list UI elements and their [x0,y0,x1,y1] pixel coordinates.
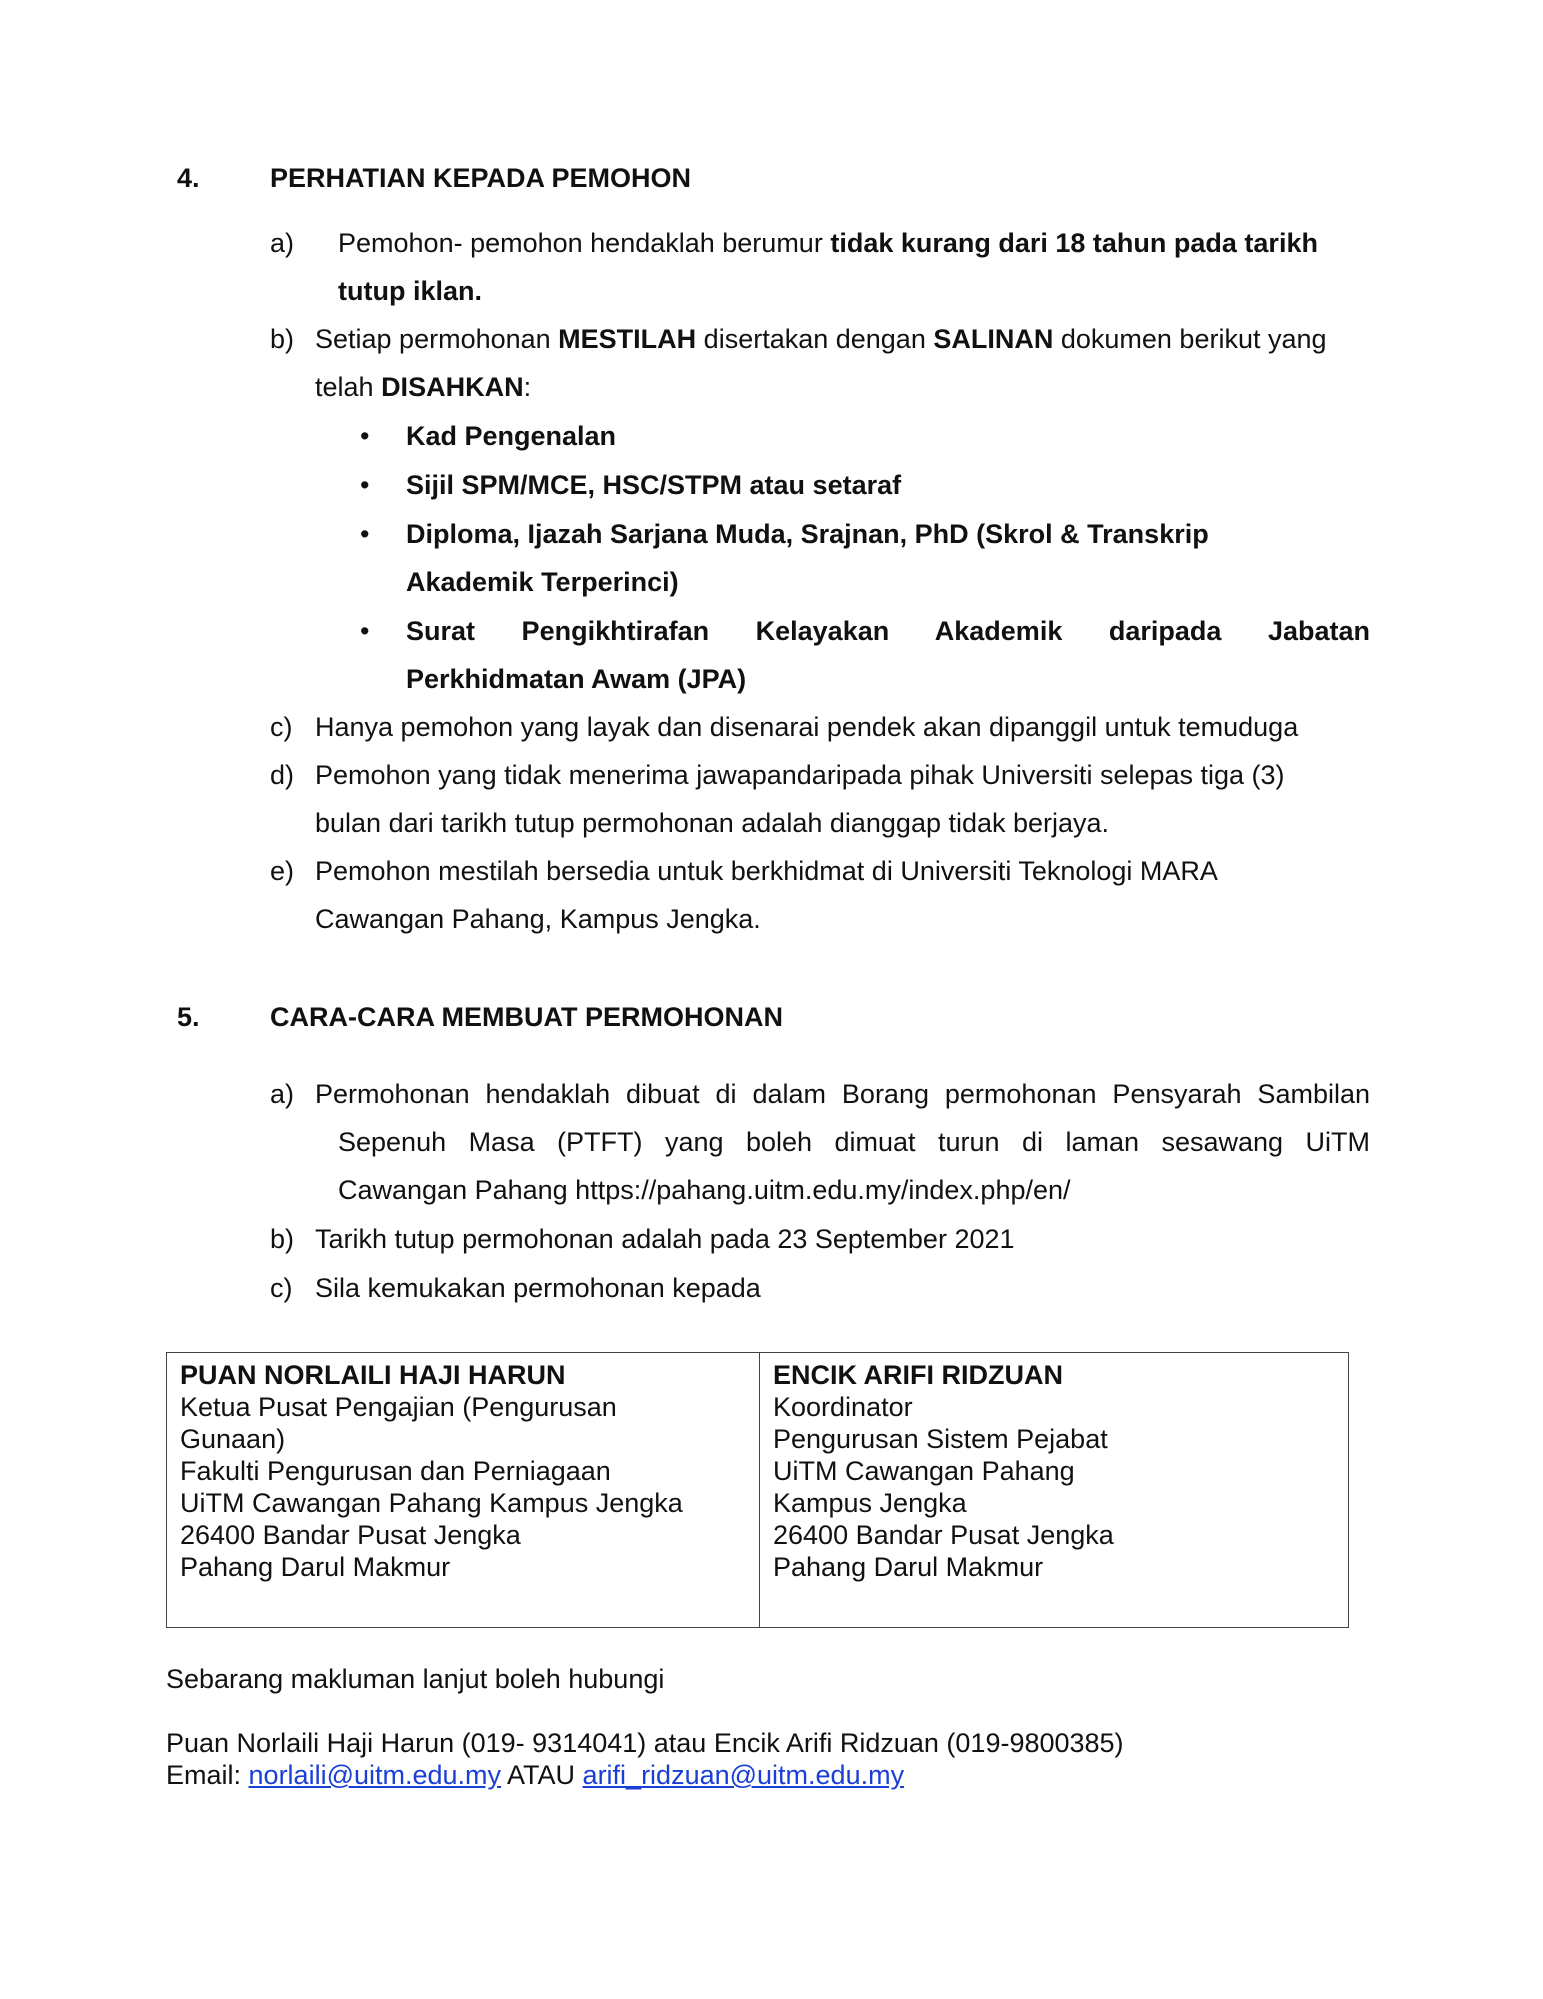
contact-line: UiTM Cawangan Pahang Kampus Jengka [180,1488,683,1518]
section-4-item-a [270,219,1370,315]
item-text [315,315,1327,363]
bullet-text-line2: Akademik Terperinci) [406,567,679,597]
bullet-icon: • [360,470,370,500]
contact-line: Fakulti Pengurusan dan Perniagaan [180,1456,611,1486]
item-text-plain: Setiap permohonan [315,324,559,354]
item-label: c) [270,1273,293,1303]
item-text: Pemohon mestilah bersedia untuk berkhidmat di Universiti Teknologi MARA [315,856,1218,886]
section-5-item-a [270,1070,1370,1214]
contact-cell-right [760,1353,1350,1627]
item-text-line2 [315,363,531,411]
bullet-item [360,607,1370,703]
item-label: a) [270,228,295,258]
item-text-plain: dokumen berikut yang [1053,324,1327,354]
footer-info: Sebarang makluman lanjut boleh hubungi [166,1664,665,1694]
item-label: b) [270,324,295,354]
contact-line: 26400 Bandar Pusat Jengka [773,1520,1114,1550]
contact-line: 26400 Bandar Pusat Jengka [180,1520,521,1550]
item-text-plain: Pemohon- pemohon hendaklah berumur [338,228,831,258]
contact-line: Kampus Jengka [773,1488,967,1518]
contact-line: Pahang Darul Makmur [180,1552,451,1582]
item-text-bold: SALINAN [933,324,1054,354]
bullet-text: Sijil SPM/MCE, HSC/STPM atau setaraf [406,470,902,500]
contact-line: Pahang Darul Makmur [773,1552,1044,1582]
item-text: Tarikh tutup permohonan adalah pada 23 September 2021 [315,1224,1015,1254]
item-text-bold: MESTILAH [558,324,697,354]
item-text-bold: DISAHKAN [381,372,524,402]
section-4-title: PERHATIAN KEPADA PEMOHON [270,163,692,193]
item-text [338,219,1318,267]
item-text-plain: : [523,372,532,402]
item-label: b) [270,1224,295,1254]
footer-phones: Puan Norlaili Haji Harun (019- 9314041) atau Encik Arifi Ridzuan (019-9800385) [166,1728,1124,1758]
email-link-norlaili[interactable]: norlaili@uitm.edu.my [248,1760,502,1790]
item-label: d) [270,760,295,790]
footer-emails [166,1759,904,1791]
item-label: a) [270,1079,295,1109]
contact-line: Pengurusan Sistem Pejabat [773,1424,1108,1454]
item-text-line2: Sepenuh Masa (PTFT) yang boleh dimuat turun di laman sesawang UiTM [338,1127,1370,1157]
section-5-item-b [270,1215,1370,1263]
item-text-bold: tutup iklan. [338,276,482,306]
item-text-line3: Cawangan Pahang https://pahang.uitm.edu.my/index.php/en/ [338,1175,1071,1205]
item-label: e) [270,856,295,886]
contact-line: Koordinator [773,1392,913,1422]
section-4-number: 4. [177,163,200,193]
bullet-item [360,510,1370,606]
section-4-item-c [270,703,1370,751]
bullet-icon: • [360,616,370,646]
contact-line: Gunaan) [180,1424,286,1454]
section-5-item-c [270,1264,1370,1312]
contact-name: PUAN NORLAILI HAJI HARUN [180,1360,566,1390]
item-text: Sila kemukakan permohonan kepada [315,1273,761,1303]
item-text-line2: bulan dari tarikh tutup permohonan adalah dianggap tidak berjaya. [315,808,1110,838]
bullet-icon: • [360,519,370,549]
bullet-item [360,461,1370,509]
item-text: Permohonan hendaklah dibuat di dalam Borang permohonan Pensyarah Sambilan [315,1079,1370,1109]
item-text-plain: telah [315,372,382,402]
section-4-item-e [270,847,1370,943]
contact-line: Ketua Pusat Pengajian (Pengurusan [180,1392,617,1422]
bullet-item [360,412,1370,460]
section-4-item-b [270,315,1370,411]
section-4-item-d [270,751,1370,847]
section-5-title: CARA-CARA MEMBUAT PERMOHONAN [270,1002,783,1032]
email-label: Email: [166,1760,249,1790]
item-text-plain: disertakan dengan [696,324,934,354]
item-text: Pemohon yang tidak menerima jawapandaripada pihak Universiti selepas tiga (3) [315,760,1285,790]
bullet-text: Surat Pengikhtirafan Kelayakan Akademik daripada Jabatan [406,616,1370,646]
bullet-icon: • [360,421,370,451]
email-separator: ATAU [501,1760,583,1790]
contact-table [166,1352,1349,1628]
section-5-number: 5. [177,1002,200,1032]
contact-line: UiTM Cawangan Pahang [773,1456,1075,1486]
item-text: Hanya pemohon yang layak dan disenarai pendek akan dipanggil untuk temuduga [315,712,1299,742]
item-text-line2 [338,267,482,315]
email-link-arifi[interactable]: arifi_ridzuan@uitm.edu.my [582,1760,905,1790]
item-text-line2: Cawangan Pahang, Kampus Jengka. [315,904,761,934]
contact-cell-left [167,1353,760,1627]
bullet-text-line2: Perkhidmatan Awam (JPA) [406,664,747,694]
contact-name: ENCIK ARIFI RIDZUAN [773,1360,1063,1390]
bullet-text: Kad Pengenalan [406,421,617,451]
item-label: c) [270,712,293,742]
item-text-bold: tidak kurang dari 18 tahun pada tarikh [830,228,1318,258]
bullet-text: Diploma, Ijazah Sarjana Muda, Srajnan, PhD (Skrol & Transkrip [406,519,1209,549]
